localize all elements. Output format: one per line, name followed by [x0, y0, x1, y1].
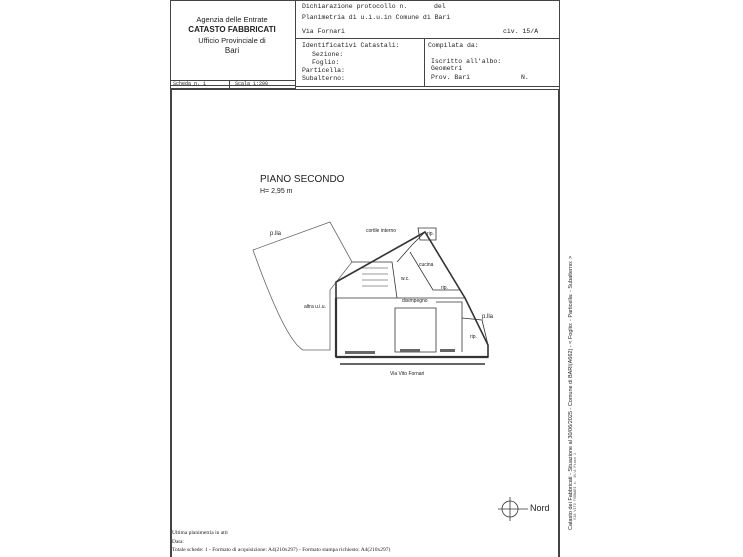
agency-line-3: Ufficio Provinciale di [198, 36, 266, 45]
wc-label: w.c. [401, 276, 410, 282]
north-label: Nord [530, 503, 550, 513]
scala-label: Scala 1:200 [235, 81, 269, 87]
rip-label-2: rip. [441, 285, 448, 291]
street-label: Via Vito Fornari [390, 371, 425, 377]
footer-line-1: Ultima planimetria in atti [172, 530, 228, 536]
dichiarazione-label: Dichiarazione protocollo n. [302, 3, 408, 10]
civ-label: civ. 15/A [503, 28, 539, 35]
side-text-main: Catasto dei Fabbricati - Situazione al 30/06/2025 - Comune di BARI(A662) - < Foglio: - Particella: - Subalterno: > [568, 255, 574, 530]
side-text-sub: VIA VITO FORNARI n. 15/A Piano 2 [574, 452, 578, 520]
planimetria-label: Planimetria di u.i.u.in Comune di Bari [302, 14, 451, 21]
rip-label-1: rip. [427, 231, 434, 237]
identificativi-label: Identificativi Catastali: [302, 42, 400, 49]
plan-title: PIANO SECONDO [260, 174, 345, 185]
disimpegno-label: disimpegno [402, 298, 428, 304]
geometri-label: Geometri [431, 65, 463, 72]
north-arrow-icon [498, 497, 528, 521]
cucina-label: cucina [419, 262, 434, 268]
pila-right-label: p.lla [482, 314, 494, 320]
foglio-label: Foglio: [312, 59, 340, 66]
cortile-label: cortile interno [366, 228, 397, 234]
footer-line-2: Data: [172, 539, 184, 545]
sezione-label: Sezione: [312, 51, 344, 58]
subalterno-label: Subalterno: [302, 75, 345, 82]
prov-label: Prov. Bari [431, 74, 471, 81]
plan-height: H= 2,95 m [260, 188, 293, 195]
altra-uiu-label: altra u.i.u. [304, 304, 326, 310]
rip-label-3: rip. [470, 334, 477, 340]
scheda-label: Scheda n. 1 [173, 81, 207, 87]
agency-line-2: CATASTO FABBRICATI [188, 25, 276, 34]
n-label: N. [521, 74, 529, 81]
del-label: del [434, 3, 446, 10]
iscritto-label: Iscritto all'albo: [431, 58, 502, 65]
pila-left-label: p.lla [270, 231, 282, 237]
footer-line-3: Totale schede: 1 - Formato di acquisizione: A4(210x297) - Formato stampa richiesto: A4(210x297) [172, 547, 391, 553]
agency-line-4: Bari [224, 46, 240, 55]
compilata-label: Compilata da: [428, 42, 479, 49]
agency-line-1: Agenzia delle Entrate [196, 15, 268, 24]
particella-label: Particella: [302, 67, 345, 74]
via-label: Via Fornari [302, 28, 345, 35]
